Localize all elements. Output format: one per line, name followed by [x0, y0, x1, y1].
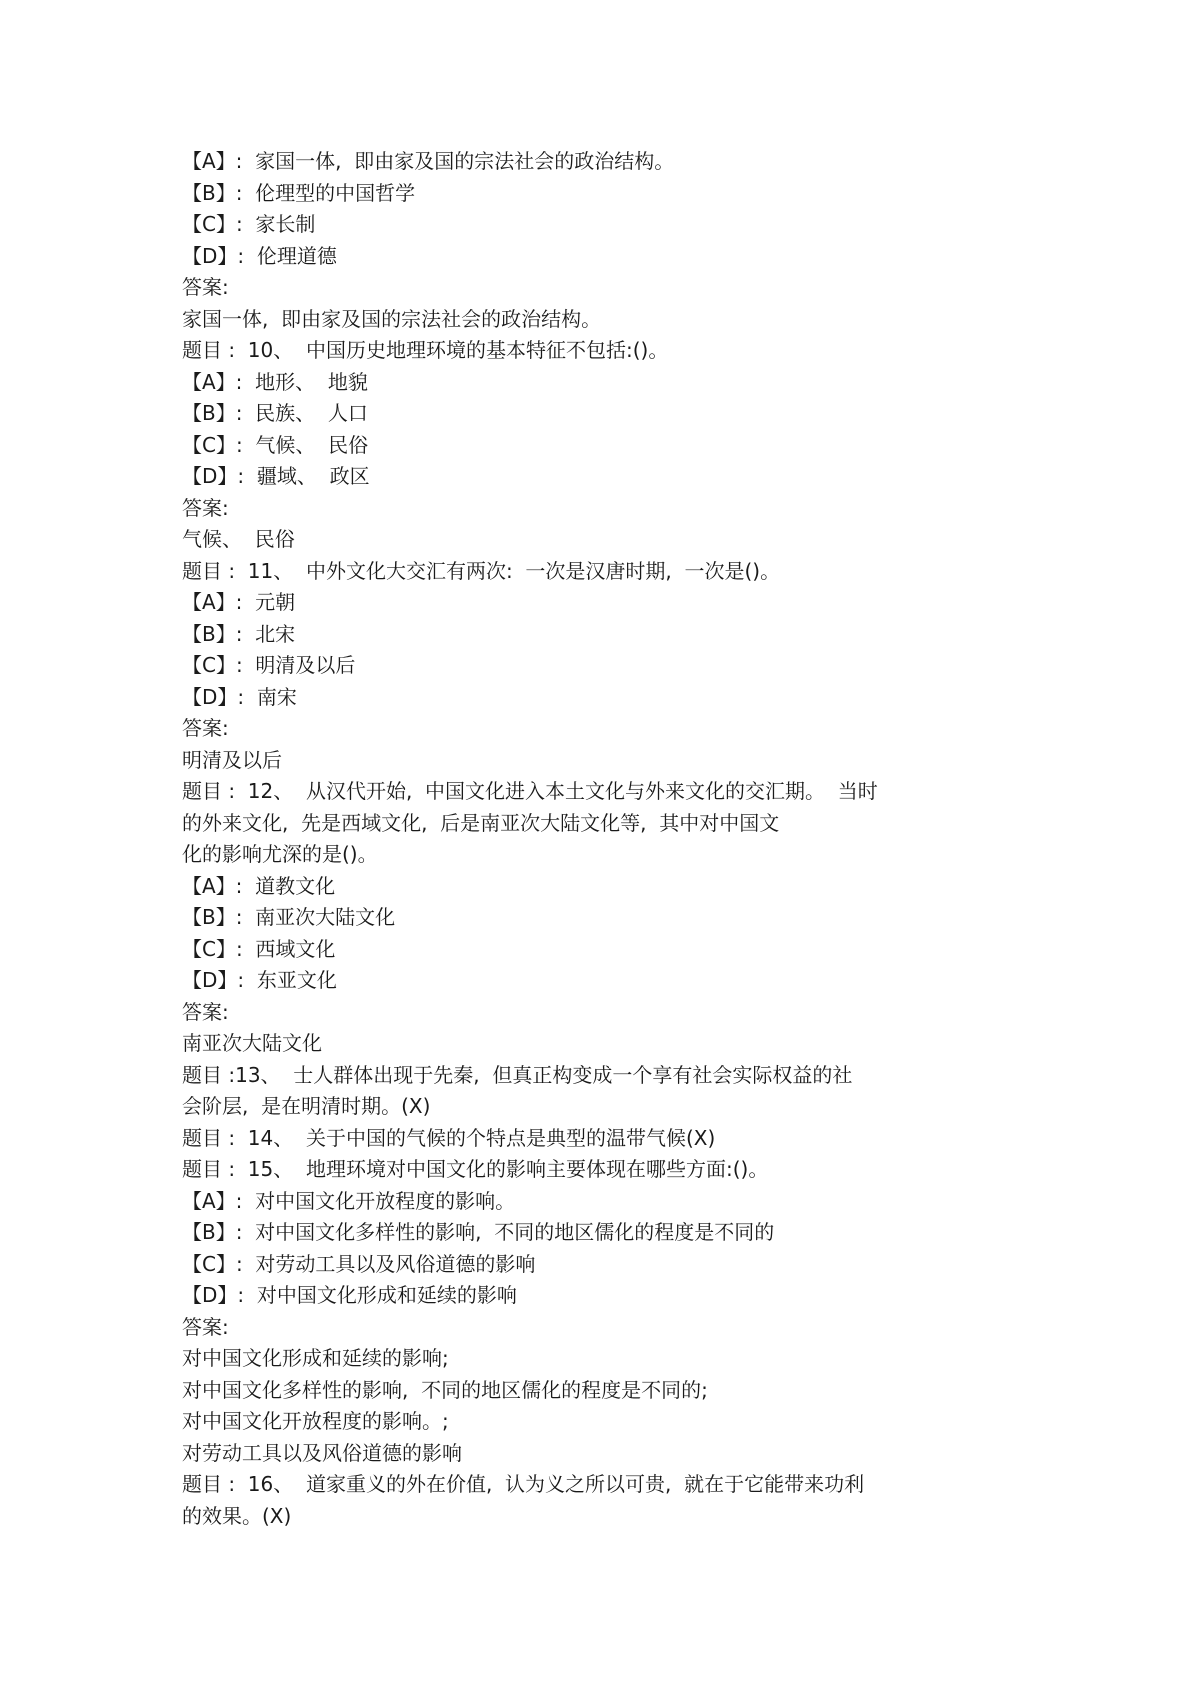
text-line: 的外来文化, 先是西域文化, 后是南亚次大陆文化等, 其中对中国文 [182, 810, 780, 835]
text-line: 题目 :13、 士人群体出现于先秦, 但真正构变成一个享有社会实际权益的社 [182, 1062, 853, 1087]
text-line: 对中国文化多样性的影响, 不同的地区儒化的程度是不同的; [182, 1377, 708, 1402]
text-line: 【A】: 家国一体, 即由家及国的宗法社会的政治结构。 [182, 149, 675, 173]
text-line: 答案: [182, 716, 229, 740]
text-line: 对劳动工具以及风俗道德的影响 [182, 1440, 462, 1465]
document-page [182, 146, 962, 1532]
text-line: 【C】: 家长制 [182, 212, 316, 236]
text-line: 【B】: 伦理型的中国哲学 [182, 180, 416, 205]
text-line: 答案: [182, 275, 229, 299]
text-line: 明清及以后 [182, 747, 282, 772]
text-line: 答案: [182, 999, 229, 1024]
text-line: 【B】: 南亚次大陆文化 [182, 905, 396, 929]
text-line: 题目 : 14、 关于中国的气候的个特点是典型的温带气候(X) [182, 1125, 716, 1150]
text-line: 题目 : 16、 道家重义的外在价值, 认为义之所以可贵, 就在于它能带来功利 [182, 1472, 865, 1496]
text-line: 题目 : 10、 中国历史地理环境的基本特征不包括:()。 [182, 338, 669, 362]
text-line: 的效果。(X) [182, 1503, 292, 1528]
text-line: 气候、 民俗 [182, 527, 295, 551]
text-line: 【C】: 气候、 民俗 [182, 432, 369, 457]
text-line: 题目 : 15、 地理环境对中国文化的影响主要体现在哪些方面:()。 [182, 1157, 769, 1181]
text-line: 【A】: 道教文化 [182, 873, 336, 898]
text-line: 答案: [182, 495, 229, 520]
text-line: 【A】: 元朝 [182, 590, 296, 614]
text-line: 【D】: 疆域、 政区 [182, 464, 370, 488]
text-line: 【B】: 北宋 [182, 621, 296, 646]
text-line: 【D】: 伦理道德 [182, 243, 337, 268]
text-line: 题目 : 11、 中外文化大交汇有两次: 一次是汉唐时期, 一次是()。 [182, 558, 781, 583]
text-line: 家国一体, 即由家及国的宗法社会的政治结构。 [182, 306, 602, 331]
text-line: 化的影响尤深的是()。 [182, 842, 378, 866]
text-line: 【D】: 南宋 [182, 684, 297, 709]
text-line: 会阶层, 是在明清时期。(X) [182, 1094, 431, 1118]
text-line: 对中国文化开放程度的影响。; [182, 1409, 449, 1433]
text-line: 【A】: 地形、 地貌 [182, 369, 368, 394]
text-line: 南亚次大陆文化 [182, 1031, 322, 1055]
text-line: 题目 : 12、 从汉代开始, 中国文化进入本土文化与外来文化的交汇期。 当时 [182, 779, 878, 803]
text-line: 答案: [182, 1314, 229, 1339]
text-line: 对中国文化形成和延续的影响; [182, 1346, 449, 1370]
text-line: 【C】: 对劳动工具以及风俗道德的影响 [182, 1251, 536, 1276]
text-line: 【B】: 民族、 人口 [182, 401, 368, 425]
text-line: 【D】: 东亚文化 [182, 968, 337, 992]
text-line: 【B】: 对中国文化多样性的影响, 不同的地区儒化的程度是不同的 [182, 1220, 775, 1244]
text-line: 【C】: 明清及以后 [182, 653, 356, 677]
text-line: 【A】: 对中国文化开放程度的影响。 [182, 1188, 516, 1213]
text-line: 【D】: 对中国文化形成和延续的影响 [182, 1283, 517, 1307]
text-line: 【C】: 西域文化 [182, 936, 336, 961]
